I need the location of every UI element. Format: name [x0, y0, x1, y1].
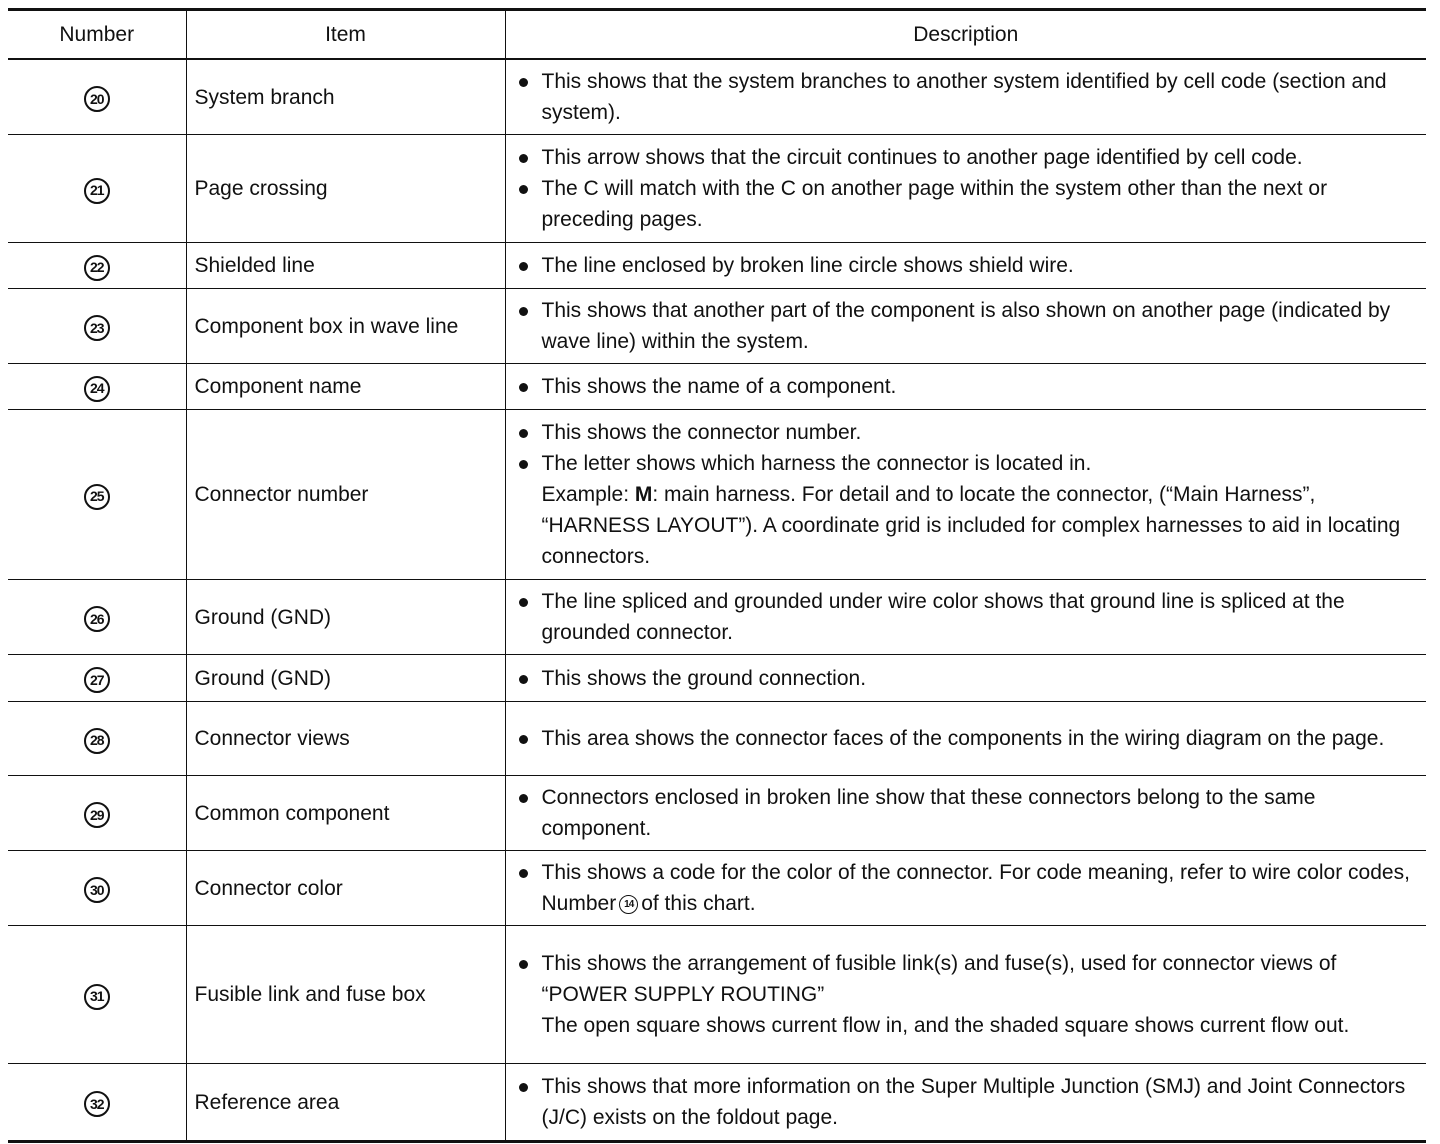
table-row	[8, 851, 1426, 926]
item-cell: Common component	[186, 776, 505, 851]
table-row	[8, 926, 1426, 1064]
item-cell: Shielded line	[186, 243, 505, 289]
description-bullet: The line enclosed by broken line circle shows shield wire.	[518, 250, 1417, 281]
description-bullet: This shows a code for the color of the connector. For code meaning, refer to wire color codes, Number 14 of this chart.	[518, 857, 1417, 919]
table-row	[8, 59, 1426, 135]
description-bullet: This shows that more information on the Super Multiple Junction (SMJ) and Joint Connectors (J/C) exists on the foldout page.	[518, 1071, 1417, 1133]
header-number: Number	[8, 10, 186, 60]
table-row	[8, 580, 1426, 655]
wiring-diagram-legend-table	[8, 8, 1426, 1143]
description-bullet: This shows that the system branches to another system identified by cell code (section and system).	[518, 66, 1417, 128]
description-bullet: The C will match with the C on another page within the system other than the next or preceding pages.	[518, 173, 1417, 235]
circled-number: 29	[84, 802, 110, 828]
table-row	[8, 1064, 1426, 1142]
example-text: Example: M: main harness. For detail and to locate the connector, (“Main Harness”, “HARNESS LAYOUT”). A coordinate grid is included for complex harnesses to aid in locating connectors.	[541, 483, 1401, 568]
table-row	[8, 243, 1426, 289]
item-cell: Page crossing	[186, 135, 505, 243]
circled-number: 24	[84, 376, 110, 402]
description-continuation: The open square shows current flow in, and the shaded square shows current flow out.	[541, 1014, 1350, 1037]
circled-number: 21	[84, 178, 110, 204]
item-cell: Connector number	[186, 410, 505, 580]
circled-number: 23	[84, 315, 110, 341]
item-cell: System branch	[186, 59, 505, 135]
circled-number: 25	[84, 484, 110, 510]
header-item: Item	[186, 10, 505, 60]
table-row	[8, 364, 1426, 410]
table-row	[8, 702, 1426, 776]
circled-number: 32	[84, 1091, 110, 1117]
circled-number: 31	[84, 984, 110, 1010]
description-bullet: Connectors enclosed in broken line show that these connectors belong to the same component.	[518, 782, 1417, 844]
item-cell: Component name	[186, 364, 505, 410]
table-row	[8, 776, 1426, 851]
description-bullet: This shows that another part of the component is also shown on another page (indicated by wave line) within the system.	[518, 295, 1417, 357]
description-bullet: This shows the connector number.	[518, 417, 1417, 448]
table-row	[8, 410, 1426, 580]
header-description: Description	[505, 10, 1426, 60]
item-cell: Reference area	[186, 1064, 505, 1142]
description-bullet: This shows the name of a component.	[518, 371, 1417, 402]
description-bullet: This shows the ground connection.	[518, 663, 1417, 694]
table-row	[8, 289, 1426, 364]
description-bullet: This arrow shows that the circuit continues to another page identified by cell code.	[518, 142, 1417, 173]
circled-number: 30	[84, 877, 110, 903]
circled-number: 20	[84, 86, 110, 112]
item-cell: Ground (GND)	[186, 580, 505, 655]
reference-table-sheet	[8, 8, 1426, 1143]
circled-number: 27	[84, 667, 110, 693]
table-row	[8, 135, 1426, 243]
item-cell: Fusible link and fuse box	[186, 926, 505, 1064]
circled-number: 26	[84, 606, 110, 632]
item-cell: Component box in wave line	[186, 289, 505, 364]
item-cell: Ground (GND)	[186, 655, 505, 702]
description-bullet: The line spliced and grounded under wire color shows that ground line is spliced at the grounded connector.	[518, 586, 1417, 648]
circled-number: 28	[84, 728, 110, 754]
inline-circled-number: 14	[619, 895, 638, 914]
table-header-row	[8, 10, 1426, 60]
table-row	[8, 655, 1426, 702]
item-cell: Connector color	[186, 851, 505, 926]
item-cell: Connector views	[186, 702, 505, 776]
circled-number: 22	[84, 255, 110, 281]
description-bullet: This shows the arrangement of fusible link(s) and fuse(s), used for connector views of “POWER SUPPLY ROUTING”	[518, 948, 1417, 1010]
description-bullet: This area shows the connector faces of the components in the wiring diagram on the page.	[518, 723, 1417, 754]
description-bullet: The letter shows which harness the connector is located in.	[518, 448, 1417, 479]
